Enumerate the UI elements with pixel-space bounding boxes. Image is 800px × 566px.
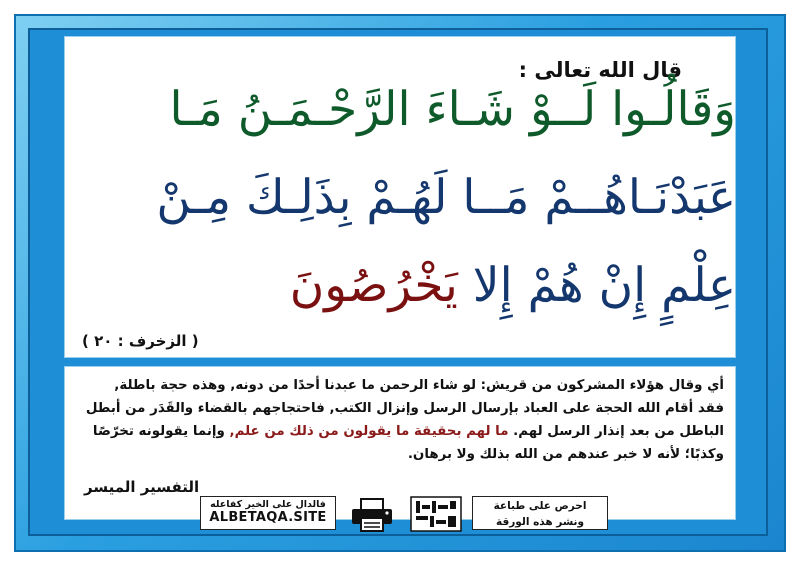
slogan-line-2: ونشر هذه الورقة xyxy=(496,516,584,528)
logo-icon xyxy=(410,496,462,532)
tafsir-text xyxy=(84,374,724,466)
tafsir-source: التفسير الميسر xyxy=(84,478,200,496)
verse-line-1: وَقَالُـوا لَــوْ شَـاءَ الرَّحْـمَـنُ مَـا xyxy=(169,82,736,137)
verse-line-3-end: يَخْرُصُونَ xyxy=(289,258,458,313)
slogan-box xyxy=(472,496,608,530)
tafsir-part-1: أي وقال هؤلاء المشركون من قريش: لو شاء الرحمن ما عبدنا أحدًا من دونه, وهذه حجة باطلة, فقد أقام الله الحجة على العباد بإرسال الرسل وإنزال الكتب, فاحتجاجهم بالقضاء والقَدَر من أبطل الباطل من بعد إنذار الرسل لهم. xyxy=(85,378,724,439)
slogan-line-1: احرص على طباعة xyxy=(493,500,587,512)
verse-line-3-start: عِلْمٍ إِنْ هُمْ إِلا xyxy=(472,258,736,313)
footer-bar xyxy=(200,496,608,532)
tafsir-part-3: وإنما يقولونه تخرّصًا وكذبًا؛ لأنه لا خبر عندهم من الله بذلك ولا برهان. xyxy=(92,424,724,462)
site-hint: فالدال على الخير كفاعله xyxy=(210,499,326,510)
printer-icon xyxy=(350,498,394,532)
verse-line-3 xyxy=(290,258,736,313)
verse-reference: ( الزخرف : ٢٠ ) xyxy=(82,332,199,350)
site-box xyxy=(200,496,336,530)
tafsir-part-2-highlight: ما لهم بحقيقة ما يقولون من ذلك من علم, xyxy=(229,424,509,439)
site-url: ALBETAQA.SITE xyxy=(209,510,327,525)
verse-line-2: عَبَدْنَـاهُــمْ مَــا لَهُـمْ بِذَلِـكَ مِـنْ xyxy=(156,170,736,225)
verse-intro: قال الله تعالى : xyxy=(518,58,682,82)
